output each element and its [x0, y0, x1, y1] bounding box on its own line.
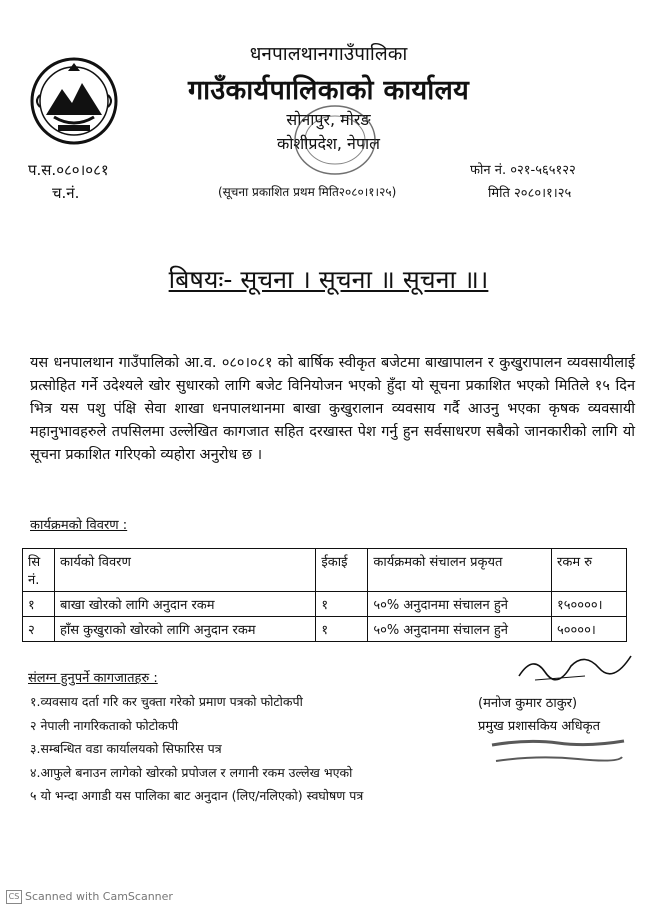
- office-stamp: [290, 100, 380, 180]
- handwritten-signature: [515, 646, 635, 690]
- cell-description: बाखा खोरको लागि अनुदान रकम: [54, 592, 315, 617]
- program-details-title: कार्यक्रमको विवरण :: [30, 518, 128, 533]
- col-header-serial: सि नं.: [23, 549, 55, 592]
- list-item: ५ यो भन्दा अगाडी यस पालिका बाट अनुदान (लिए/नलिएको) स्वघोषण पत्र: [30, 788, 364, 803]
- list-item: २ नेपाली नागरिकताको फोटोकपी: [30, 717, 179, 733]
- cell-unit: १: [316, 592, 368, 617]
- dispatch-number: च.नं.: [52, 184, 80, 202]
- office-province: कोशीप्रदेश, नेपाल: [276, 134, 381, 153]
- municipality-name: धनपालथानगाउँपालिका: [249, 43, 408, 65]
- program-table: [22, 548, 627, 642]
- list-item: १.व्यवसाय दर्ता गरि कर चुक्ता गरेको प्रमाण पत्रको फोटोकपी: [30, 694, 303, 709]
- attachments-title: संलग्न हुनुपर्ने कागजातहरु :: [28, 671, 158, 686]
- reference-number: प.स.०८०।०८१: [28, 161, 109, 179]
- cell-amount: ५००००।: [552, 617, 627, 642]
- cell-procedure: ५०% अनुदानमा संचालन हुने: [368, 617, 552, 642]
- list-item: ४.आफुले बनाउन लागेको खोरको प्रपोजल र लगानी रकम उल्लेख भएको: [30, 764, 353, 780]
- col-header-procedure: कार्यक्रमको संचालन प्रकृयत: [368, 549, 552, 592]
- cell-description: हाँस कुखुराको खोरको लागि अनुदान रकम: [54, 617, 315, 642]
- scanner-footer: [6, 890, 173, 904]
- phone-number: फोन नं. ०२१-५६५१२२: [470, 163, 576, 178]
- attachments-list: [30, 690, 363, 808]
- camscanner-icon: CS: [6, 890, 22, 904]
- footer-text: Scanned with CamScanner: [25, 890, 173, 903]
- col-header-description: कार्यको विवरण: [54, 549, 315, 592]
- notice-body: यस धनपालथान गाउँपालिको आ.व. ०८०।०८१ को बार्षिक स्वीकृत बजेटमा बाखापालन र कुखुरापालन व्यवसायीलाई प्रत्सोहित गर्ने उदेश्यले खोर सुधारको लागि बजेट विनियोजन भएको हुँदा यो सूचना प्रकाशित भएको मितिले १५ दिन भित्र यस पशु पंक्षि सेवा शाखा धनपालथानमा बाखा कुखुरालान व्यवसाय गर्दै आउनु भएका कृषक व्यवसायी महानुभावहरुले तपसिलमा उल्लेखित कागजात सहित दरखास्त पेश गर्नु हुन सर्वसाधरण सबैको जानकारीको लागि यो सूचना प्रकाशित गरिएको व्यहोरा अनुरोध छ ।: [30, 355, 635, 463]
- letter-date: मिति २०८०।१।२५: [488, 186, 572, 201]
- table-header-row: [23, 549, 627, 592]
- signatory-role: प्रमुख प्रशासकिय अधिकृत: [478, 719, 601, 734]
- col-header-amount: रकम रु: [552, 549, 627, 592]
- cell-serial: १: [23, 592, 55, 617]
- notice-first-published-date: (सूचना प्रकाशित प्रथम मिति२०८०।१।२५): [218, 185, 397, 199]
- table-row: [23, 617, 627, 642]
- cell-amount: १५००००।: [552, 592, 627, 617]
- cell-serial: २: [23, 617, 55, 642]
- col-header-unit: ईकाई: [316, 549, 368, 592]
- subject-text: बिषयः- सूचना । सूचना ॥ सूचना ॥।: [168, 265, 489, 294]
- subject-line: [0, 262, 657, 296]
- signature-stamp: [488, 735, 628, 771]
- signatory-name: (मनोज कुमार ठाकुर): [478, 696, 578, 711]
- office-title: गाउँकार्यपालिकाको कार्यालय: [187, 75, 470, 106]
- list-item: ३.सम्बन्धित वडा कार्यालयको सिफारिस पत्र: [30, 741, 222, 756]
- table-row: [23, 592, 627, 617]
- cell-unit: १: [316, 617, 368, 642]
- cell-procedure: ५०% अनुदानमा संचालन हुने: [368, 592, 552, 617]
- office-address: सोनापुर, मोरङ: [286, 110, 371, 129]
